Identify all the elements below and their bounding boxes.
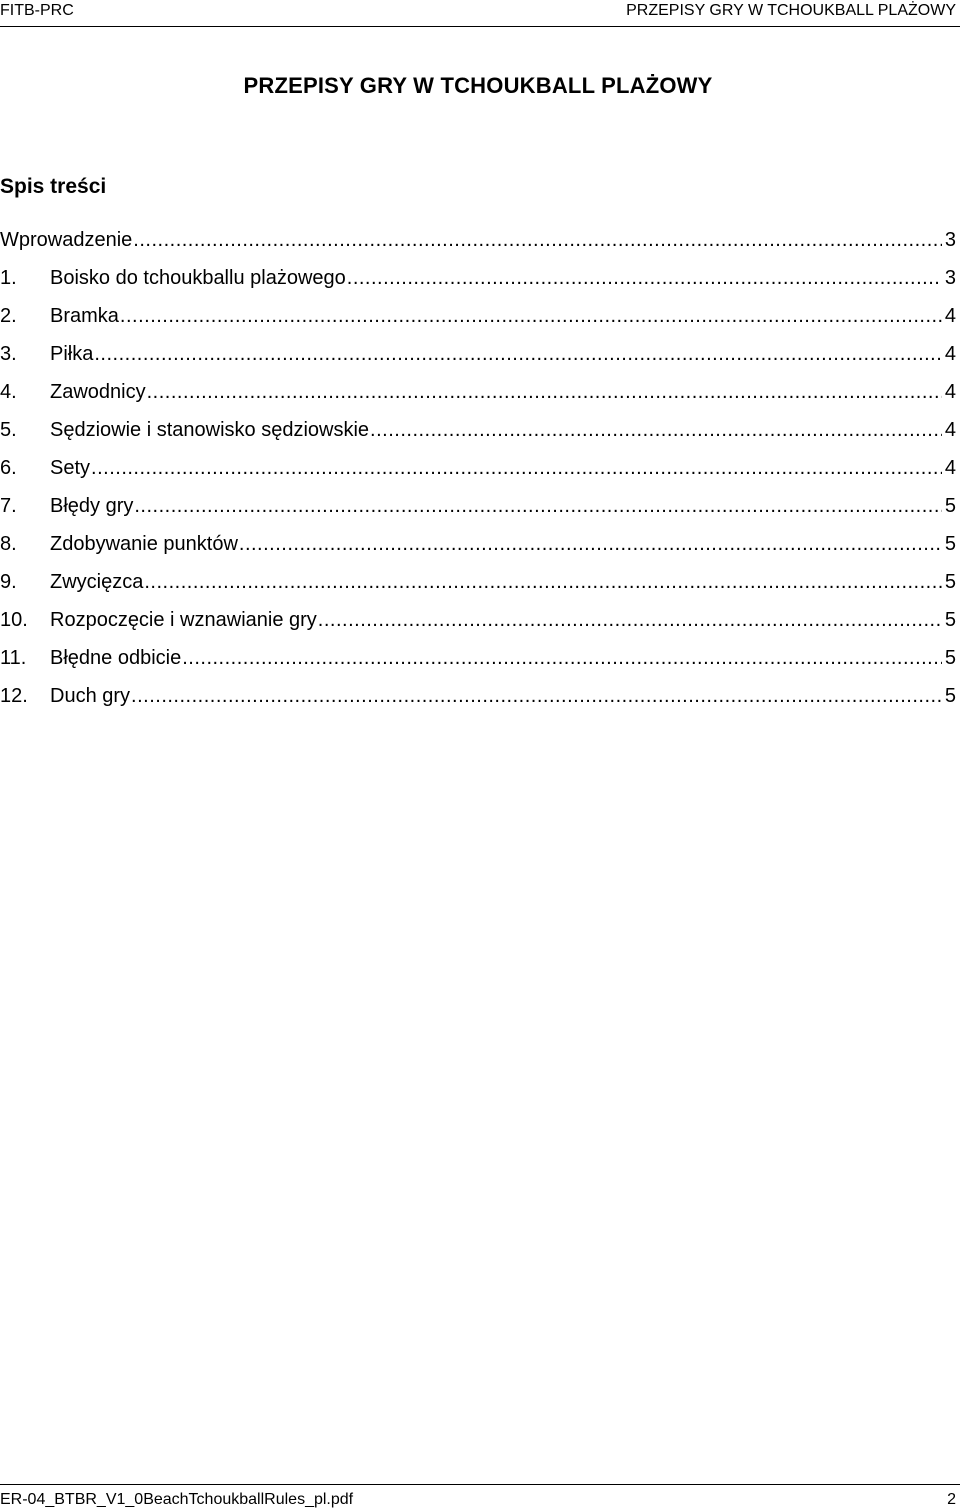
toc-entry-number: 7. <box>0 495 17 517</box>
toc-entry-title: Sety <box>50 457 91 479</box>
toc-dot-leader <box>134 493 942 519</box>
table-of-contents <box>0 227 956 721</box>
toc-entry-faults[interactable] <box>0 493 956 531</box>
toc-entry-number: 6. <box>0 457 17 479</box>
running-footer <box>0 1484 960 1512</box>
toc-entry-introduction[interactable] <box>0 227 956 265</box>
toc-dot-leader <box>182 645 942 671</box>
toc-entry-start-restart[interactable] <box>0 607 956 645</box>
toc-entry-title: Duch gry <box>50 685 131 707</box>
toc-entry-page: 5 <box>944 685 956 707</box>
toc-dot-leader <box>318 607 942 633</box>
toc-entry-players[interactable] <box>0 379 956 417</box>
toc-entry-sets[interactable] <box>0 455 956 493</box>
toc-entry-number: 11. <box>0 647 27 669</box>
toc-entry-title: Błędne odbicie <box>50 647 182 669</box>
toc-entry-title: Piłka <box>50 343 94 365</box>
toc-entry-title: Wprowadzenie <box>0 229 133 251</box>
toc-entry-title: Sędziowie i stanowisko sędziowskie <box>50 419 370 441</box>
toc-dot-leader <box>94 341 942 367</box>
toc-entry-number: 3. <box>0 343 17 365</box>
header-org: FITB-PRC <box>0 2 74 19</box>
toc-entry-number: 5. <box>0 419 17 441</box>
toc-entry-number: 2. <box>0 305 17 327</box>
toc-dot-leader <box>131 683 942 709</box>
footer-filename: ER-04_BTBR_V1_0BeachTchoukballRules_pl.pdf <box>0 1491 354 1508</box>
toc-entry-referees[interactable] <box>0 417 956 455</box>
toc-entry-number: 4. <box>0 381 17 403</box>
toc-entry-page: 5 <box>944 571 956 593</box>
toc-entry-title: Boisko do tchoukballu plażowego <box>50 267 346 289</box>
toc-entry-page: 4 <box>944 343 956 365</box>
toc-entry-title: Błędy gry <box>50 495 134 517</box>
toc-dot-leader <box>120 303 942 329</box>
toc-entry-page: 5 <box>944 647 956 669</box>
footer-page-number: 2 <box>947 1491 956 1508</box>
toc-entry-title: Bramka <box>50 305 119 327</box>
toc-entry-page: 4 <box>944 305 956 327</box>
toc-entry-title: Rozpoczęcie i wznawianie gry <box>50 609 317 631</box>
toc-entry-winner[interactable] <box>0 569 956 607</box>
toc-dot-leader <box>239 531 942 557</box>
toc-dot-leader <box>91 455 942 481</box>
toc-entry-court[interactable] <box>0 265 956 303</box>
toc-entry-page: 5 <box>944 609 956 631</box>
toc-entry-faulty-rebound[interactable] <box>0 645 956 683</box>
running-header <box>0 0 960 27</box>
toc-entry-spirit-of-game[interactable] <box>0 683 956 721</box>
toc-heading: Spis treści <box>0 175 107 198</box>
toc-entry-title: Zawodnicy <box>50 381 146 403</box>
toc-entry-number: 12. <box>0 685 28 707</box>
toc-dot-leader <box>133 227 942 253</box>
toc-entry-number: 1. <box>0 267 17 289</box>
header-doc-title: PRZEPISY GRY W TCHOUKBALL PLAŻOWY <box>626 2 956 19</box>
toc-entry-ball[interactable] <box>0 341 956 379</box>
toc-entry-number: 10. <box>0 609 28 631</box>
toc-entry-scoring[interactable] <box>0 531 956 569</box>
toc-entry-page: 5 <box>944 533 956 555</box>
toc-dot-leader <box>144 569 942 595</box>
toc-entry-goal[interactable] <box>0 303 956 341</box>
toc-entry-number: 9. <box>0 571 17 593</box>
toc-entry-page: 4 <box>944 381 956 403</box>
toc-entry-title: Zwycięzca <box>50 571 144 593</box>
toc-entry-page: 3 <box>944 267 956 289</box>
toc-entry-page: 5 <box>944 495 956 517</box>
toc-entry-page: 4 <box>944 419 956 441</box>
toc-dot-leader <box>370 417 942 443</box>
toc-entry-page: 3 <box>944 229 956 251</box>
document-title: PRZEPISY GRY W TCHOUKBALL PLAŻOWY <box>243 73 713 98</box>
toc-entry-number: 8. <box>0 533 17 555</box>
toc-dot-leader <box>347 265 942 291</box>
toc-dot-leader <box>147 379 942 405</box>
toc-entry-title: Zdobywanie punktów <box>50 533 238 555</box>
toc-entry-page: 4 <box>944 457 956 479</box>
